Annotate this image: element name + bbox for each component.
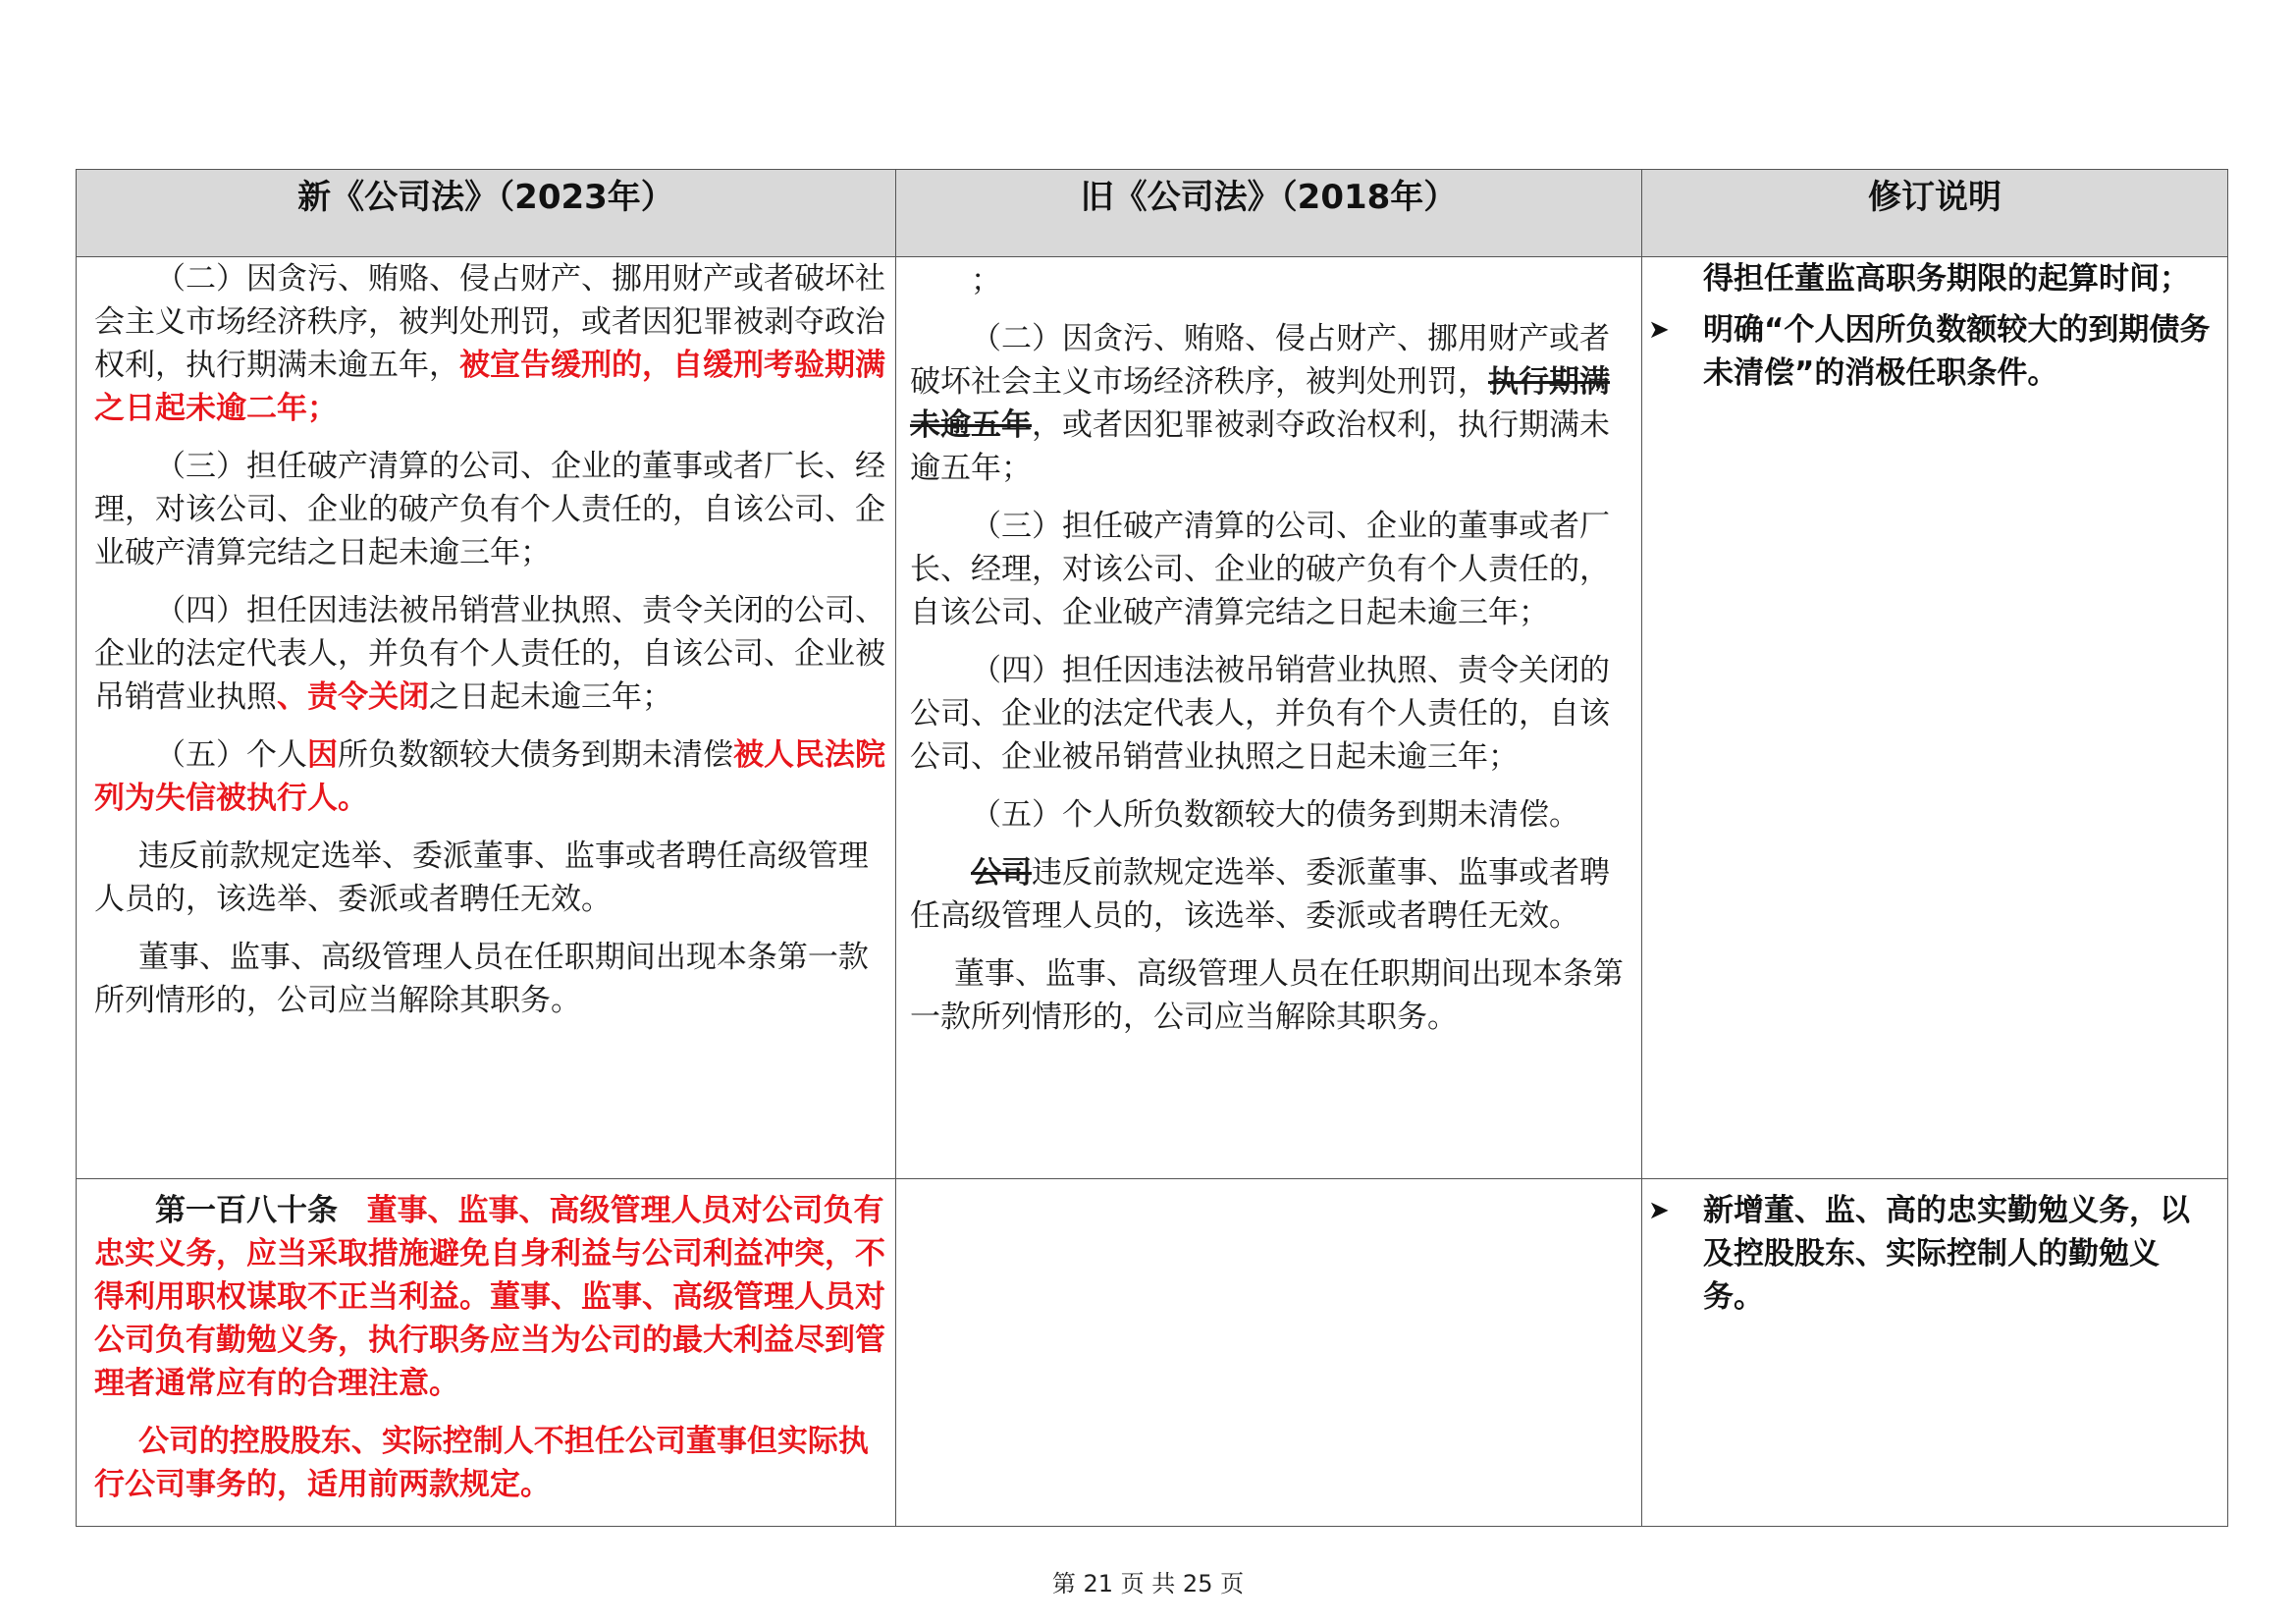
- old-law-paragraph: 董事、监事、高级管理人员在任职期间出现本条第一款所列情形的，公司应当解除其职务。: [910, 956, 1624, 1035]
- new-law-amendment: 、责令关闭: [277, 679, 429, 715]
- new-law-amendment: 被人民法院列为失信被执行人。: [94, 737, 885, 816]
- new-law-amendment: 公司的控股股东、实际控制人不担任公司董事但实际执行公司事务的，适用前两款规定。: [94, 1424, 869, 1502]
- old-law-paragraph: （二）因贪污、贿赂、侵占财产、挪用财产或者破坏社会主义市场经济秩序，被判处刑罚，执行期满未逾五年，或者因犯罪被剥夺政治权利，执行期满未逾五年；: [910, 321, 1610, 486]
- article-number: 第一百八十条: [155, 1193, 338, 1228]
- new-law-amendment: 董事、监事、高级管理人员对公司负有忠实义务，应当采取措施避免自身利益与公司利益冲突，不得利用职权谋取不正当利益。董事、监事、高级管理人员对公司负有勤勉义务，执行职务应当为公司的最大利益尽到管理者通常应有的合理注意。: [94, 1193, 885, 1401]
- note-item: 得担任董监高职务期限的起算时间；: [1703, 261, 2190, 297]
- arrowhead-bullet-icon: ➤: [1648, 1196, 1670, 1225]
- header-new-law: 新《公司法》（2023年）: [77, 170, 896, 257]
- old-law-paragraph: 公司违反前款规定选举、委派董事、监事或者聘任高级管理人员的，该选举、委派或者聘任无效。: [910, 855, 1610, 934]
- new-law-cell: [77, 1179, 896, 1527]
- new-law-paragraph: （三）担任破产清算的公司、企业的董事或者厂长、经理，对该公司、企业的破产负有个人责任的，自该公司、企业破产清算完结之日起未逾三年；: [94, 449, 885, 570]
- old-law-paragraph: ；: [971, 263, 1001, 298]
- note-item: ➤ 明确“个人因所负数额较大的到期债务未清偿”的消极任职条件。: [1648, 308, 2216, 395]
- header-old-law: 旧《公司法》（2018年）: [896, 170, 1642, 257]
- new-law-paragraph: 董事、监事、高级管理人员在任职期间出现本条第一款所列情形的，公司应当解除其职务。: [94, 940, 869, 1018]
- new-law-cell: [77, 257, 896, 1179]
- arrowhead-bullet-icon: ➤: [1648, 315, 1670, 345]
- old-law-cell: [896, 1179, 1642, 1527]
- old-law-deletion: 公司: [971, 855, 1032, 891]
- new-law-paragraph: （四）担任因违法被吊销营业执照、责令关闭的公司、企业的法定代表人，并负有个人责任的，自该公司、企业被吊销营业执照、责令关闭之日起未逾三年；: [94, 593, 885, 715]
- notes-cell: [1642, 1179, 2228, 1527]
- old-law-paragraph: （三）担任破产清算的公司、企业的董事或者厂长、经理，对该公司、企业的破产负有个人责任的，自该公司、企业破产清算完结之日起未逾三年；: [910, 509, 1610, 630]
- table-row: [77, 1179, 2228, 1527]
- new-law-paragraph: [94, 1420, 887, 1506]
- new-law-paragraph: 违反前款规定选举、委派董事、监事或者聘任高级管理人员的，该选举、委派或者聘任无效。: [94, 839, 869, 917]
- page-number: 第 21 页 共 25 页: [1051, 1570, 1245, 1597]
- new-law-paragraph: [94, 1189, 887, 1405]
- new-law-paragraph: （五）个人因所负数额较大债务到期未清偿被人民法院列为失信被执行人。: [94, 737, 885, 816]
- old-law-deletion: 执行期满未逾五年: [910, 364, 1610, 443]
- new-law-amendment: 被宣告缓刑的，自缓刑考验期满之日起未逾二年；: [94, 348, 885, 426]
- old-law-paragraph: （五）个人所负数额较大的债务到期未清偿。: [971, 797, 1579, 833]
- notes-cell: [1642, 257, 2228, 1179]
- header-notes: 修订说明: [1642, 170, 2228, 257]
- old-law-cell: [896, 257, 1642, 1179]
- new-law-paragraph: （二）因贪污、贿赂、侵占财产、挪用财产或者破坏社会主义市场经济秩序，被判处刑罚，或者因犯罪被剥夺政治权利，执行期满未逾五年，被宣告缓刑的，自缓刑考验期满之日起未逾二年；: [94, 261, 885, 426]
- new-law-amendment: 因: [307, 737, 338, 773]
- header-row: [77, 170, 2228, 257]
- comparison-table: [76, 169, 2228, 1527]
- table-row: [77, 257, 2228, 1179]
- note-item: ➤ 新增董、监、高的忠实勤勉义务，以及控股股东、实际控制人的勤勉义务。: [1648, 1189, 2216, 1319]
- old-law-paragraph: （四）担任因违法被吊销营业执照、责令关闭的公司、企业的法定代表人，并负有个人责任的，自该公司、企业被吊销营业执照之日起未逾三年；: [910, 653, 1610, 775]
